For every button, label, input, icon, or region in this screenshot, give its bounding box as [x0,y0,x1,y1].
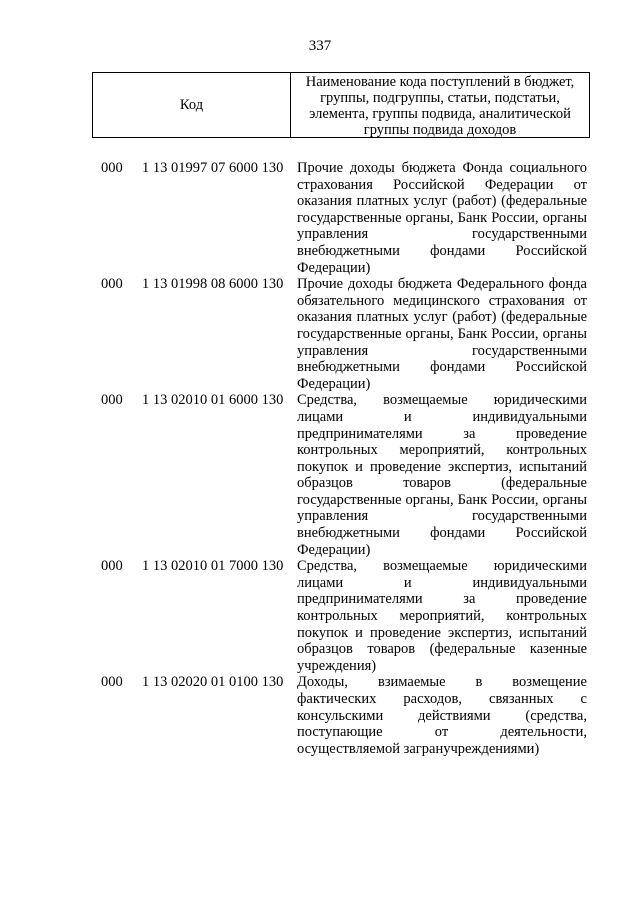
revenue-code: 1 13 01998 08 6000 130 [142,276,284,293]
admin-code: 000 [101,674,123,691]
revenue-code: 1 13 01997 07 6000 130 [142,160,284,176]
entries-list [0,160,640,757]
list-item [0,276,640,392]
admin-code: 000 [101,160,123,176]
admin-code: 000 [101,392,123,409]
list-item [0,558,640,674]
list-item [0,674,640,757]
admin-code: 000 [101,558,123,575]
revenue-description: Прочие доходы бюджета Федерального фонда обязательного медицинского страхования от оказания платных услуг (работ) (федеральные государственные органы, Банк России, органы управления государственными внебюджетными фондами Российской Федерации) [297,276,587,392]
page-number: 337 [308,38,332,54]
revenue-description: Средства, возмещаемые юридическими лицами и индивидуальными предпринимателями за проведение контрольных мероприятий, контрольных покупок и проведение экспертиз, испытаний образцов товаров (федеральные казенные учреждения) [297,558,587,674]
revenue-code: 1 13 02010 01 7000 130 [142,558,284,575]
table-header [92,72,590,138]
revenue-description: Прочие доходы бюджета Фонда социального страхования Российской Федерации от оказания платных услуг (работ) (федеральные государственные органы, Банк России, органы управления государственными внебюджетными фондами Российской Федерации) [297,160,587,276]
header-code-column: Код [93,73,291,137]
header-name-column: Наименование кода поступлений в бюджет, группы, подгруппы, статьи, подстатьи, элемента, группы подвида, аналитической группы подвида доходов [305,74,575,138]
revenue-code: 1 13 02020 01 0100 130 [142,674,284,691]
revenue-description: Средства, возмещаемые юридическими лицами и индивидуальными предпринимателями за проведение контрольных мероприятий, контрольных покупок и проведение экспертиз, испытаний образцов товаров (федеральные государственные органы, Банк России, органы управления государственными внебюджетными фондами Российской Федерации) [297,392,587,558]
list-item [0,392,640,558]
revenue-description: Доходы, взимаемые в возмещение фактических расходов, связанных с консульскими действиями (средства, поступающие от деятельности, осуществляемой загранучреждениями) [297,674,587,757]
list-item [0,160,640,276]
admin-code: 000 [101,276,123,293]
revenue-code: 1 13 02010 01 6000 130 [142,392,284,409]
